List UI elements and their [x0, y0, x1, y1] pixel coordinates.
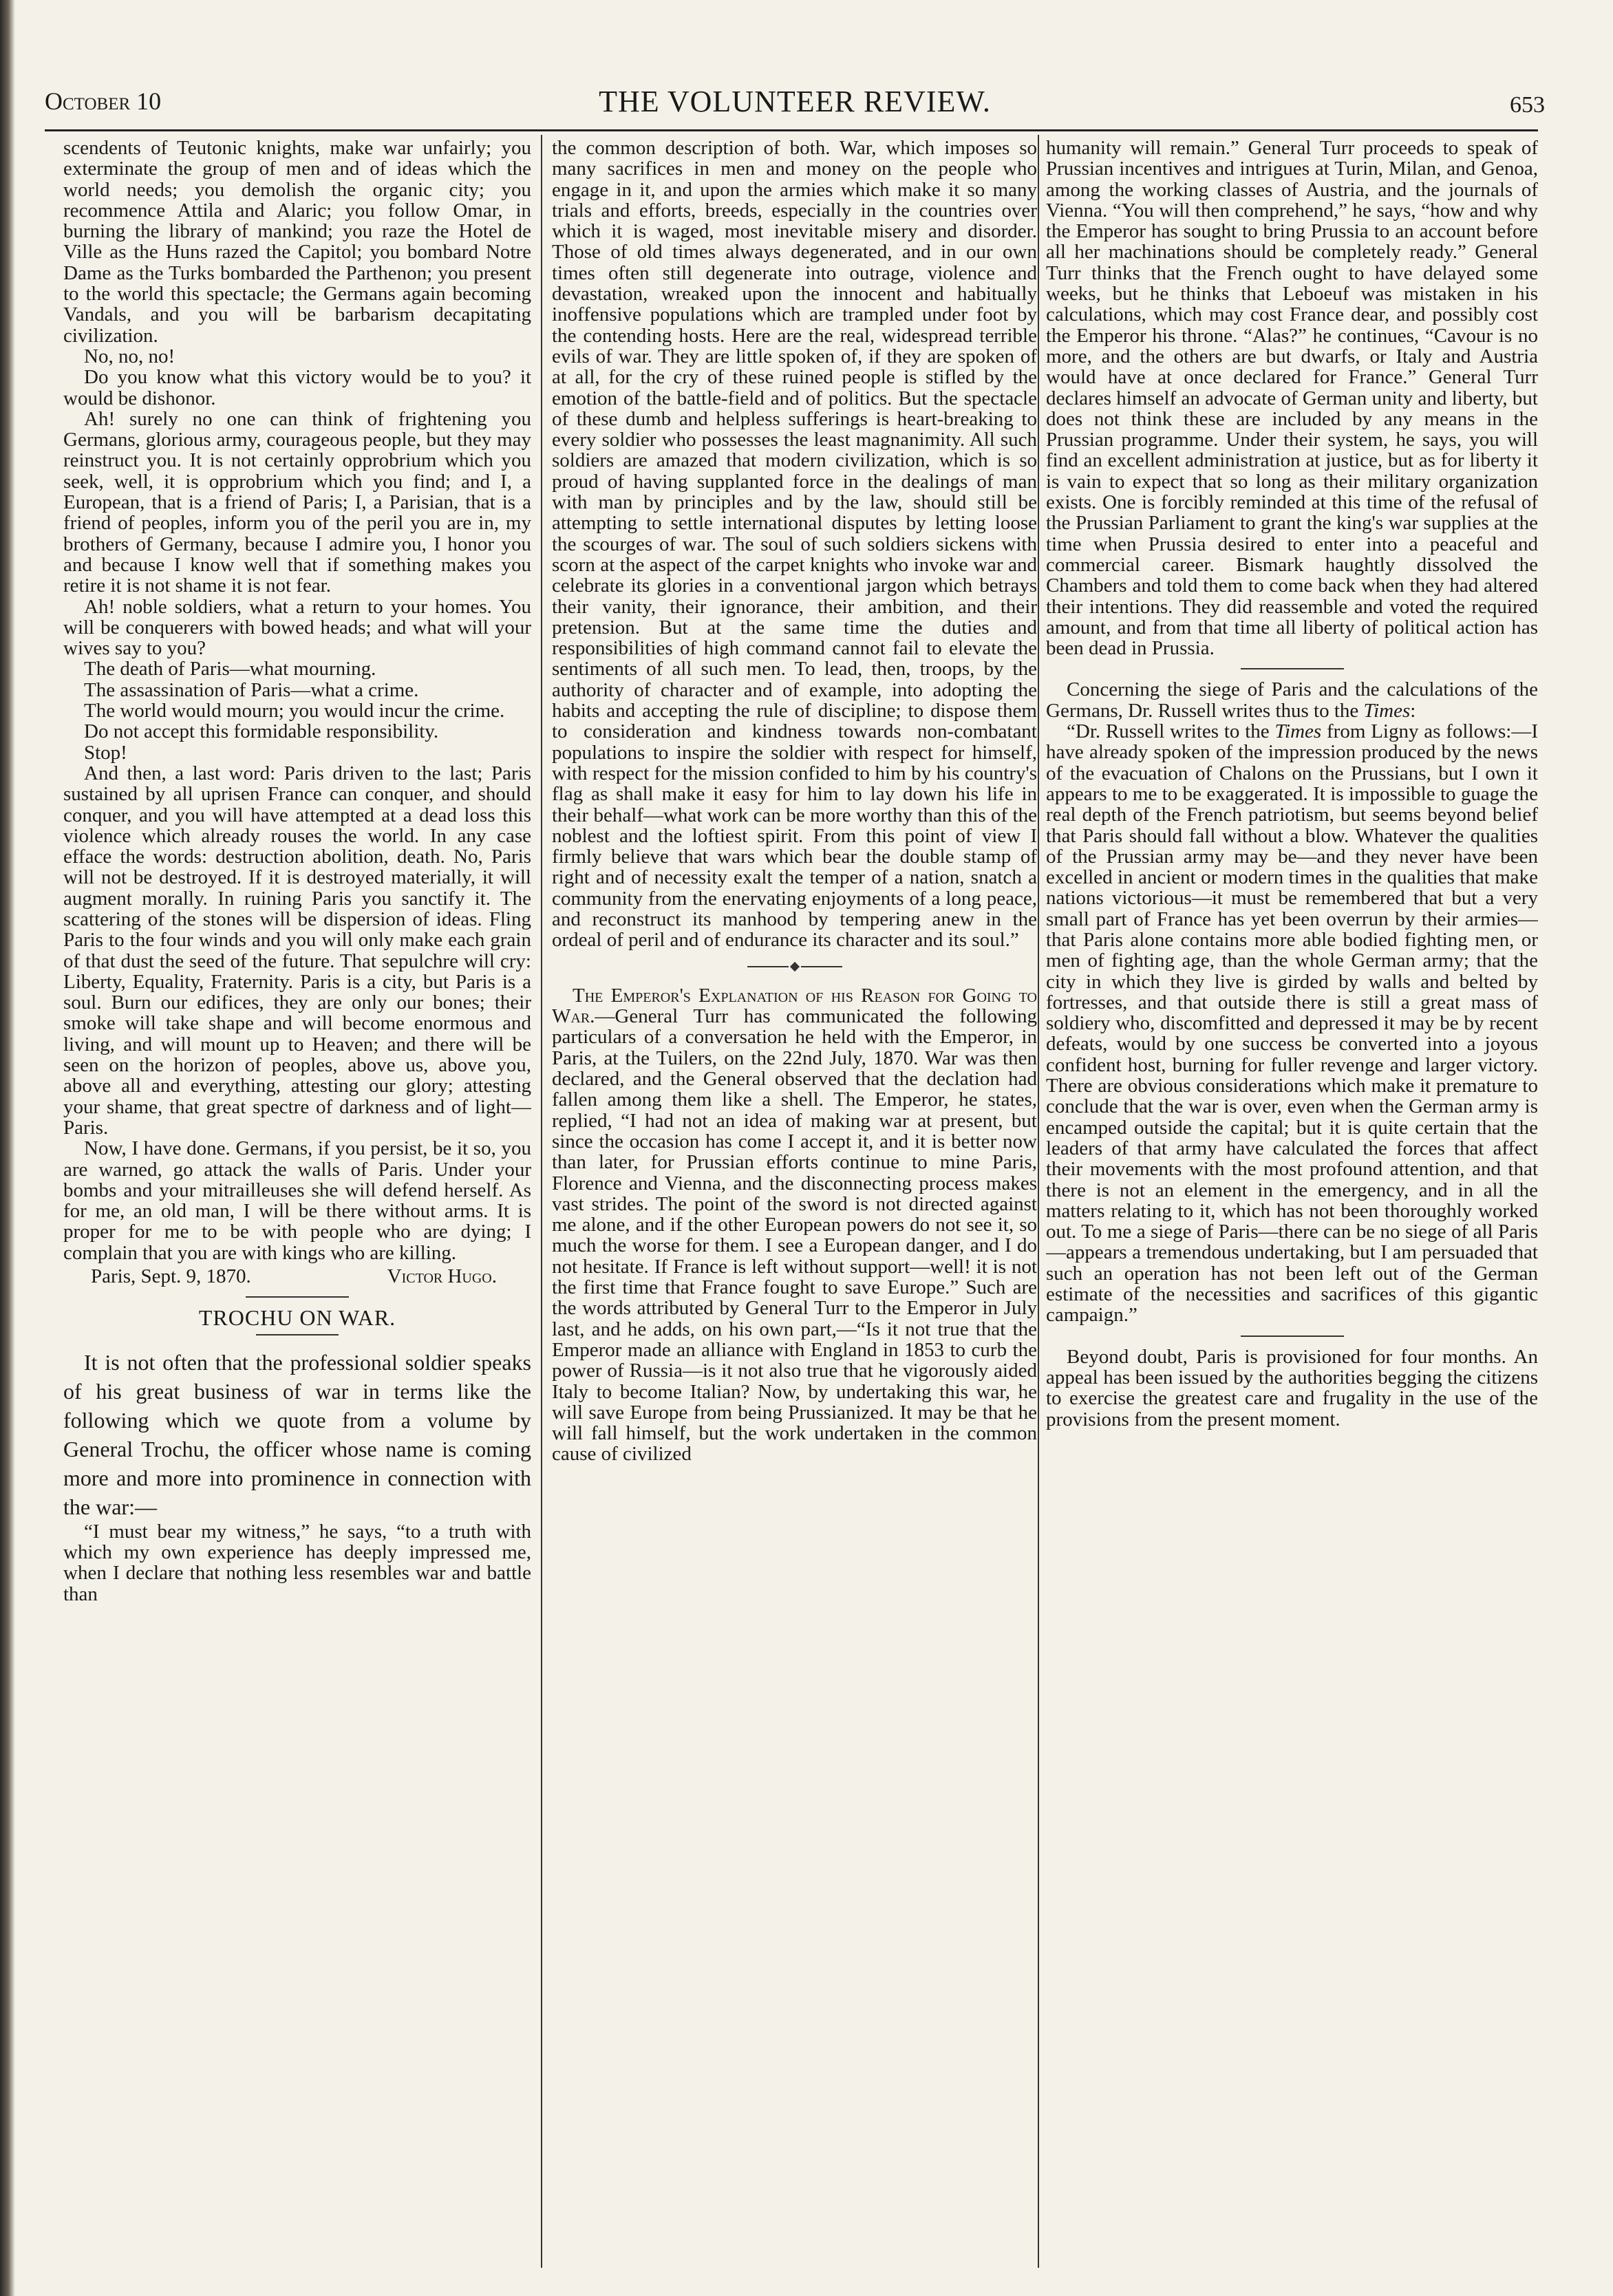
- page-number: 653: [1510, 92, 1545, 118]
- col3-text: Concerning the siege of Paris and the calculations of the Germans, Dr. Russell writes thus to the: [1046, 678, 1538, 722]
- article-title: TROCHU ON WAR.: [198, 1305, 396, 1331]
- col2-paragraph-text: —General Turr has communicated the following particulars of a conversation he held with the Emperor, in Paris, at the Tuilers, on the 22nd July, 1870. War was then declared, and the General observed that the declation had fallen among them like a shell. The Emperor, he states, replied, “I had not an idea of making war at present, but since the occasion has come I accept it, and it is better now than later, for Prussian efforts continue to mine Paris, Florence and Vienna, and the disconnecting process makes vast strides. The point of the sword is not directed against me alone, and if the other European powers do not see it, so much the worse for them. I see a European danger, and I do not hesitate. If France is left without support—well! it is not the first time that France fought to save Europe.” Such are the words attributed by General Turr to the Emperor in July last, and he adds, on his own part,—“Is it not true that the Emperor made an alliance with England in 1853 to curb the power of Russia—is it not also true that he vigorously aided Italy to become Italian? Now, by undertaking this war, he will save Europe from being Prussianized. It may be that he will fall himself, but the work undertaken in the common cause of civilized: [552, 1005, 1037, 1466]
- col1-paragraph: “I must bear my witness,” he says, “to a truth with which my own experience has deeply impressed me, when I declare that nothing less resembles war and battle than: [63, 1520, 531, 1605]
- signature-place-date: Paris, Sept. 9, 1870.: [91, 1265, 251, 1288]
- col2-paragraph: the common description of both. War, which imposes so many sacrifices in men and money on the people who engage in it, and upon the armies which make it so many trials and efforts, breeds, especially in the countries over which it is waged, most inevitable misery and disorder. Those of old times always degenerated, and in our own times often still degenerate into outrage, violence and devastation, wreaked upon the innocent and habitually inoffensive populations which are trampled under foot by the contending hosts. Here are the real, widespread terrible evils of war. They are little spoken of, if they are spoken of at all, for the cry of these ruined people is stifled by the emotion of the battle-field and of politics. But the spectacle of these dumb and helpless sufferings is heart-breaking to every soldier who possesses the least magnanimity. All such soldiers are amazed that modern civilization, which is so proud of having supplanted force in the dealings of man with man by principles and by the law, should still be attempting to settle international disputes by letting loose the scourges of war. The soul of such soldiers sickens with scorn at the aspect of the carpet knights who invoke war and celebrate its glories in a conventional jargon which betrays their vanity, their ignorance, their ambition, and their pretension. But at the same time the duties and responsibilities of high command cannot fail to elevate the sentiments of all such men. To lead, then, troops, by the authority of character and of example, into adopting the habits and accepting the rule of discipline; to dispose them to consideration and kindness towards non-combatant populations to inspire the soldier with respect for himself, with respect for the mission confided to him by his country's flag as shall make it easy for him to lay down his life in their behalf—what work can be more worthy than this of the noblest and the loftiest spirit. From this point of view I firmly believe that wars which bear the double stamp of right and of necessity exalt the temper of a nation, snatch a community from the enervating enjoyments of a long peace, and reconstruct its manhood by tempering anew in the ordeal of peril and of endurance its character and its soul.”: [552, 138, 1037, 952]
- section-rule: [1241, 668, 1344, 669]
- col1-paragraph: It is not often that the professional soldier speaks of his great business of war in terms like the following which we quote from a volume by General Trochu, the officer whose name is coming more and more into prominence in connection with the war:—: [63, 1349, 531, 1519]
- col3-text: :: [1410, 699, 1416, 722]
- section-rule: [246, 1296, 349, 1298]
- col3-paragraph: Beyond doubt, Paris is provisioned for four months. An appeal has been issued by the authorities begging the citizens to exercise the greatest care and frugality in the use of the provisions from the present moment.: [1046, 1345, 1538, 1430]
- col1-paragraph: Ah! noble soldiers, what a return to your homes. You will be conquerers with bowed heads; and what will your wives say to you?: [63, 595, 531, 660]
- article-heading: The Emperor's Explanation of his Reason for Going to War.: [552, 984, 1037, 1028]
- col3-paragraph: humanity will remain.” General Turr proceeds to speak of Prussian incentives and intrigues at Turin, Milan, and Genoa, among the working classes of Austria, and the journals of Vienna. “You will then comprehend,” he says, “how and why the Emperor has sought to bring Prussia to an account before all her machinations should be completely ready.” General Turr thinks that the French ought to have delayed some weeks, but he thinks that Leboeuf was mistaken in his calculations, which may cost France dear, and possibly cost the Emperor his throne. “Alas?” he continues, “Cavour is no more, and the others are but dwarfs, or Italy and Austria would have at once declared for France.” General Turr declares himself an advocate of German unity and liberty, but does not think these are included by any means in the Prussian programme. Under their system, he says, you will find an excellent administration at justice, but as for liberty it is vain to expect that so long as their military organization exists. One is forcibly reminded at this time of the refusal of the Prussian Parliament to grant the king's war supplies at the time when Prussia desired to enter into a peaceful and commercial career. Bismark haughtly dissolved the Chambers and told them to come back when they had altered their intentions. They did reassemble and voted the required amount, and from that time all liberty of political action has been dead in Prussia.: [1046, 138, 1538, 660]
- col3-text: from Ligny as follows:—I have already spoken of the impression produced by the news of the evacuation of Chalons on the Prussians, but I own it appears to me to be exaggerated. It is impossible to guage the real depth of the French patriotism, but seems beyond belief that Paris should fall without a blow. Whatever the qualities of the Prussian army may be—and they never have been excelled in ancient or modern times in the qualities that make nations victorious—it must be remembered that but a very small part of France has yet been overrun by their armies—that Paris alone contains more able bodied fighting men, or men of fighting age, than the whole German army; that the city in which they live is girded by walls and belted by fortresses, and that outside there is still a great mass of soldiery who, discomfitted and depressed it may be by recent defeats, would by one success be converted into a joyous confident host, burning for fuller revenge and larger victory. There are obvious considerations which make it premature to conclude that the war is over, even when the German army is encamped outside the capital; but it is quite certain that the leaders of that army have calculated the forces that affect their movements with the most profound attention, and that there is not an element in the emergency, and in all the matters relating to it, which has not been thoroughly worked out. To me a siege of Paris—there can be no siege of all Paris—appears a tremendous undertaking, but I am persuaded that such an operation has not been left out of the German estimate of the necessities and sacrifices of this gigantic campaign.”: [1046, 720, 1538, 1327]
- section-ornament: [552, 955, 1037, 976]
- header-date: October 10: [45, 87, 162, 115]
- col1-paragraph: Now, I have done. Germans, if you persist, be it so, you are warned, go attack the walls of Paris. Under your bombs and your mitrailleuses she will defend herself. As for me, an old man, I will be there without arms. It is proper for me to be with people who are dying; I complain that you are with kings who are killing.: [63, 1137, 531, 1264]
- signature-line: [63, 1263, 531, 1287]
- col3-text: “Dr. Russell writes to the: [1067, 720, 1275, 743]
- column-divider-2: [1038, 135, 1039, 2268]
- masthead-title: THE VOLUNTEER REVIEW.: [599, 85, 991, 118]
- col1-paragraph: Do not accept this formidable responsibility.: [84, 720, 439, 743]
- signature-author: Victor Hugo.: [387, 1265, 497, 1288]
- col1-paragraph: The world would mourn; you would incur the crime.: [84, 700, 505, 722]
- column-divider-1: [541, 135, 542, 2268]
- col1-paragraph: And then, a last word: Paris driven to the last; Paris sustained by all uprisen France can conquer, and should conquer, and you will have attempted at a dead loss this violence which already rouses the world. In any case efface the words: destruction abolition, death. No, Paris will not be destroyed. If it is destroyed materially, it will augment morally. In ruining Paris you sanctify it. The scattering of the stones will be dispersion of ideas. Fling Paris to the four winds and you will only make each grain of that dust the seed of the future. That sepulchre will cry: Liberty, Equality, Fraternity. Paris is a city, but Paris is a soul. Burn our edifices, they are only our bones; their smoke will take shape and will become enormous and living, and will mount up to Heaven; and there will be seen on the horizon of peoples, above us, above you, above all and everything, attesting our glory; attesting your shame, that great spectre of darkness and of light—Paris.: [63, 762, 531, 1139]
- column-1: [63, 138, 531, 2267]
- scan-edge: [0, 0, 15, 2296]
- col1-paragraph: Ah! surely no one can think of frightening you Germans, glorious army, courageous people, but they may reinstruct you. It is not certainly opprobrium which you seek, well, it is opprobrium which you find; and I, a European, that is a friend of Paris; I, a Parisian, that is a friend of peoples, inform you of the peril you are in, my brothers of Germany, because I admire you, I honor you and because I know well that if something makes you retire it is not shame it is not fear.: [63, 407, 531, 597]
- col1-paragraph: scendents of Teutonic knights, make war unfairly; you exterminate the group of men and of ideas which the world needs; you demolish the organic city; you recommence Attila and Alaric; you follow Omar, in burning the library of mankind; you raze the Hotel de Ville as the Huns razed the Capitol; you bombard Notre Dame as the Turks bombarded the Parthenon; you present to the world this spectacle; the Germans again becoming Vandals, and you will be barbarism decapitating civilization.: [63, 138, 531, 347]
- header-rule: [45, 129, 1538, 131]
- page-header: [45, 81, 1545, 122]
- col1-paragraph: The assassination of Paris—what a crime.: [84, 678, 419, 701]
- column-3: [1046, 138, 1538, 2267]
- newspaper-name: Times: [1363, 699, 1411, 722]
- col1-paragraph: No, no, no!: [84, 345, 175, 367]
- newspaper-name: Times: [1274, 720, 1322, 743]
- col2-paragraph: [552, 985, 1037, 1465]
- title-rule: [256, 1334, 339, 1335]
- col3-paragraph: [1046, 721, 1538, 1326]
- col1-paragraph: The death of Paris—what mourning.: [84, 658, 376, 680]
- col3-paragraph: [1046, 679, 1538, 721]
- section-rule: [1241, 1335, 1344, 1337]
- col1-paragraph: Stop!: [84, 741, 127, 764]
- column-2: [552, 138, 1037, 2267]
- col1-paragraph: Do you know what this victory would be to you? it would be dishonor.: [63, 366, 531, 409]
